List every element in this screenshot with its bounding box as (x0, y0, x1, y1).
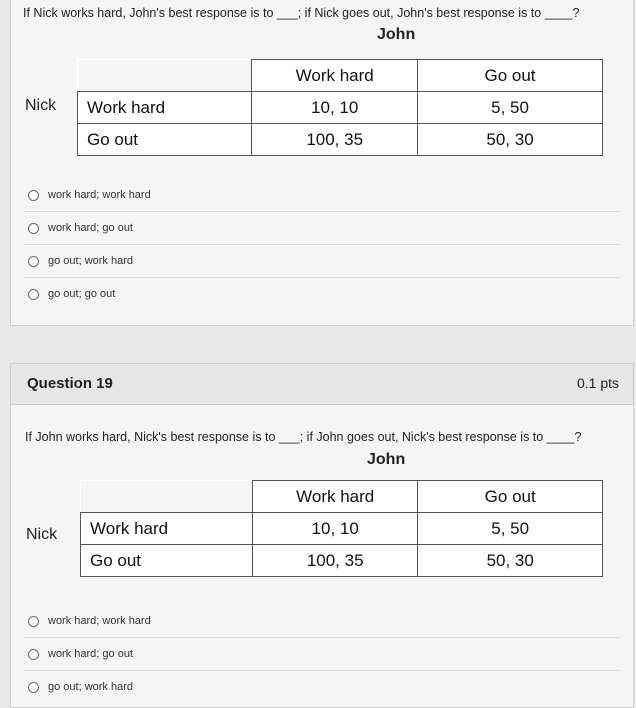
option-label: go out; work hard (48, 681, 133, 693)
radio-button[interactable] (28, 649, 39, 660)
matrix-corner (81, 481, 253, 513)
payoff-cell: 50, 30 (418, 124, 603, 156)
option-label: work hard; go out (48, 648, 133, 660)
option-label: go out; work hard (48, 255, 133, 267)
radio-button[interactable] (28, 223, 39, 234)
row-header: Work hard (81, 513, 253, 545)
payoff-cell: 50, 30 (418, 545, 603, 577)
payoff-cell: 10, 10 (252, 513, 417, 545)
option-label: work hard; work hard (48, 615, 151, 627)
column-player-label: John (367, 451, 406, 468)
option-label: work hard; work hard (48, 189, 151, 201)
column-player-label: John (377, 26, 416, 43)
payoff-matrix (80, 480, 603, 577)
payoff-cell: 100, 35 (252, 124, 418, 156)
matrix-corner (78, 60, 252, 92)
row-header: Go out (78, 124, 252, 156)
column-header: Go out (418, 481, 603, 513)
question-18-card (10, 0, 634, 326)
option-label: go out; go out (48, 288, 116, 300)
column-header: Go out (418, 60, 603, 92)
answer-option[interactable] (23, 671, 621, 703)
question-prompt: If John works hard, Nick's best response is to ___; if John goes out, Nick's best response is to ____? (25, 430, 582, 444)
radio-button[interactable] (28, 190, 39, 201)
question-title: Question 19 (27, 375, 113, 392)
radio-button[interactable] (28, 256, 39, 267)
option-label: work hard; go out (48, 222, 133, 234)
answer-option[interactable] (23, 179, 621, 212)
payoff-matrix (77, 59, 603, 156)
question-prompt: If Nick works hard, John's best response is to ___; if Nick goes out, John's best response is to ____? (23, 6, 580, 20)
payoff-cell: 10, 10 (252, 92, 418, 124)
answer-options (23, 605, 621, 703)
row-header: Work hard (78, 92, 252, 124)
row-player-label: Nick (25, 97, 57, 114)
answer-option[interactable] (23, 278, 621, 310)
radio-button[interactable] (28, 616, 39, 627)
column-header: Work hard (252, 481, 417, 513)
radio-button[interactable] (28, 682, 39, 693)
question-header (11, 364, 633, 405)
question-19-card (10, 363, 634, 708)
answer-option[interactable] (23, 638, 621, 671)
answer-option[interactable] (23, 212, 621, 245)
column-header: Work hard (252, 60, 418, 92)
answer-option[interactable] (23, 245, 621, 278)
question-points: 0.1 pts (576, 375, 619, 391)
payoff-cell: 5, 50 (418, 92, 603, 124)
row-player-label: Nick (26, 526, 58, 543)
answer-option[interactable] (23, 605, 621, 638)
radio-button[interactable] (28, 289, 39, 300)
row-header: Go out (81, 545, 253, 577)
answer-options (23, 179, 621, 310)
payoff-cell: 100, 35 (252, 545, 417, 577)
payoff-cell: 5, 50 (418, 513, 603, 545)
